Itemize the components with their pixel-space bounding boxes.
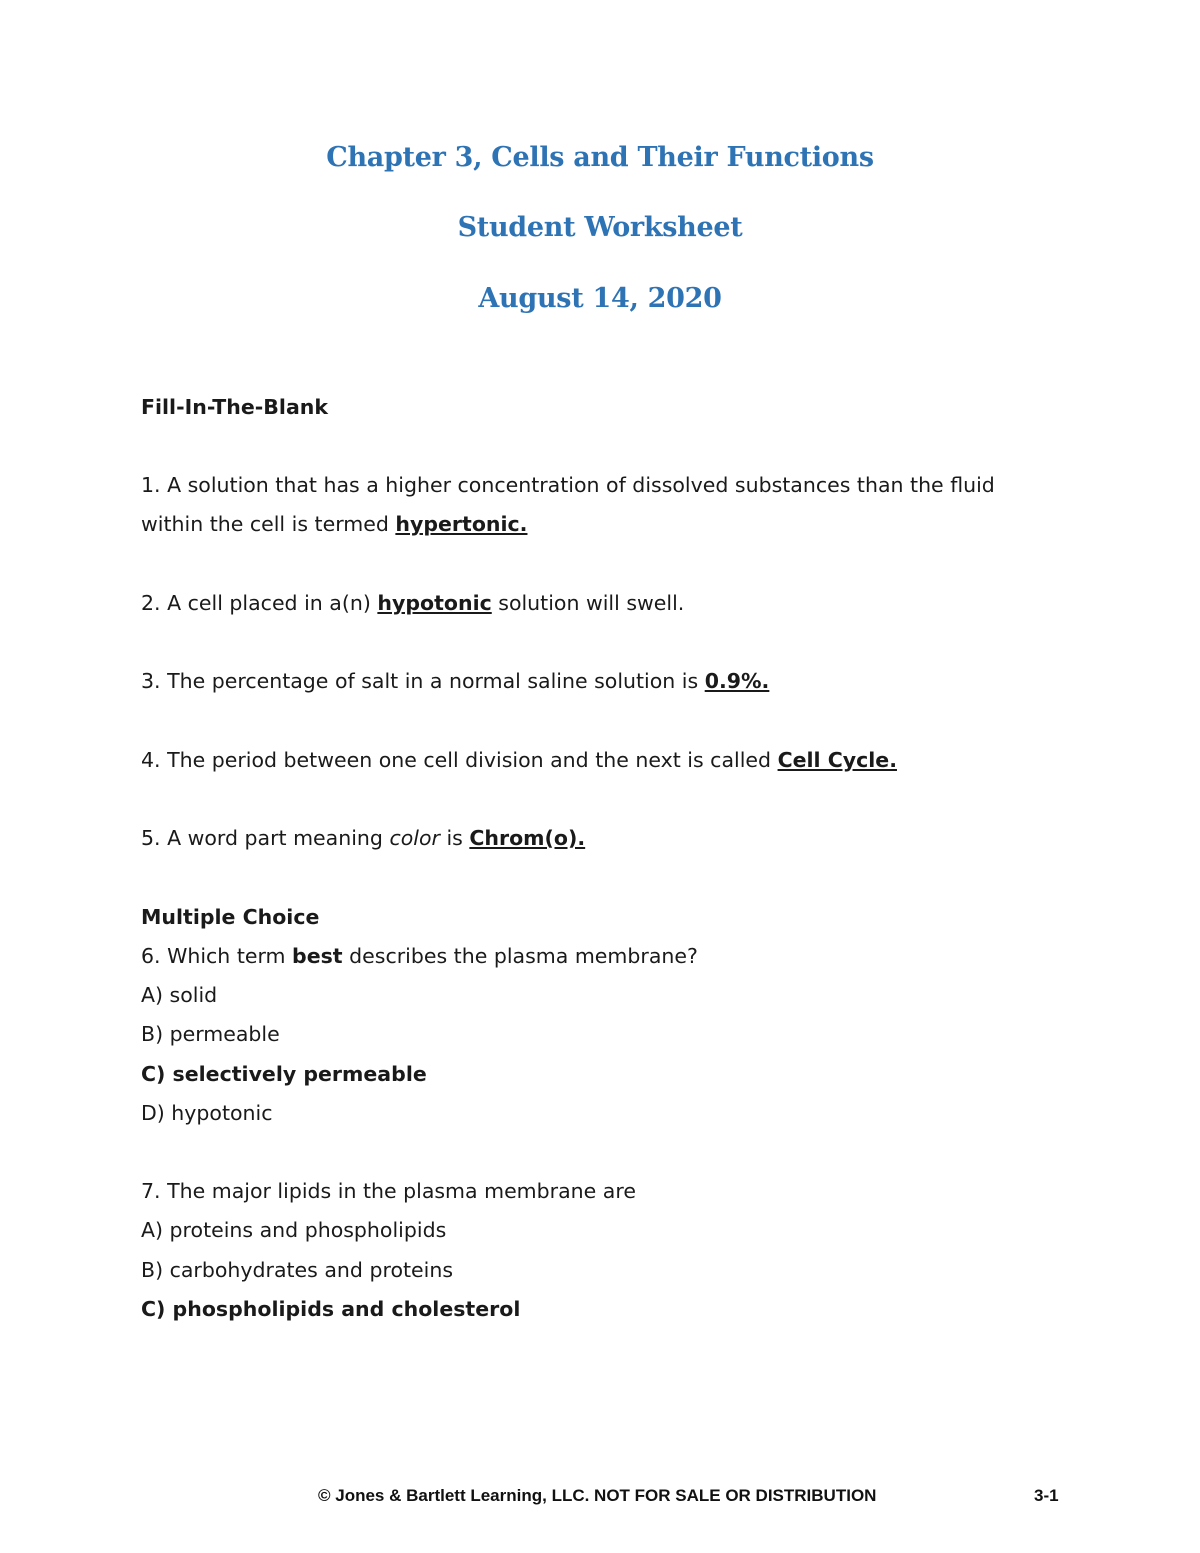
question-1-line-2 [141, 512, 527, 536]
question-4 [141, 748, 897, 772]
question-7-option-c-correct: C) phospholipids and cholesterol [141, 1297, 521, 1321]
footer-copyright: © Jones & Bartlett Learning, LLC. NOT FOR SALE OR DISTRIBUTION [318, 1486, 877, 1505]
question-1-text: within the cell is termed [141, 512, 396, 536]
fill-in-heading: Fill-In-The-Blank [141, 395, 329, 419]
question-2-suffix: solution will swell. [491, 591, 685, 615]
question-2 [141, 591, 684, 615]
question-6-option-d: D) hypotonic [141, 1101, 273, 1125]
question-7: 7. The major lipids in the plasma membrane are [141, 1179, 636, 1203]
footer-page-number: 3-1 [1034, 1486, 1059, 1505]
question-5-prefix: 5. A word part meaning [141, 826, 390, 850]
worksheet-date: August 14, 2020 [478, 283, 722, 314]
question-6 [141, 944, 698, 968]
question-2-prefix: 2. A cell placed in a(n) [141, 591, 378, 615]
question-5-middle: is [439, 826, 470, 850]
question-6-suffix: describes the plasma membrane? [342, 944, 698, 968]
question-1-answer: hypertonic. [395, 512, 528, 536]
question-3-answer: 0.9%. [704, 669, 770, 693]
question-6-bold-word: best [292, 944, 343, 968]
question-3-prefix: 3. The percentage of salt in a normal saline solution is [141, 669, 705, 693]
question-7-option-a: A) proteins and phospholipids [141, 1218, 447, 1242]
question-6-option-b: B) permeable [141, 1022, 280, 1046]
question-2-answer: hypotonic [377, 591, 492, 615]
question-5 [141, 826, 585, 850]
question-7-option-b: B) carbohydrates and proteins [141, 1258, 454, 1282]
question-6-option-a: A) solid [141, 983, 218, 1007]
worksheet-subtitle: Student Worksheet [457, 212, 743, 243]
multiple-choice-heading: Multiple Choice [141, 905, 320, 929]
question-3 [141, 669, 769, 693]
question-4-prefix: 4. The period between one cell division and the next is called [141, 748, 778, 772]
chapter-title: Chapter 3, Cells and Their Functions [326, 142, 874, 173]
question-6-option-c-correct: C) selectively permeable [141, 1062, 427, 1086]
question-4-answer: Cell Cycle. [777, 748, 897, 772]
question-5-answer: Chrom(o). [469, 826, 586, 850]
question-1-line-1: 1. A solution that has a higher concentration of dissolved substances than the fluid [141, 473, 995, 497]
question-6-prefix: 6. Which term [141, 944, 293, 968]
question-5-italic-word: color [389, 826, 440, 850]
